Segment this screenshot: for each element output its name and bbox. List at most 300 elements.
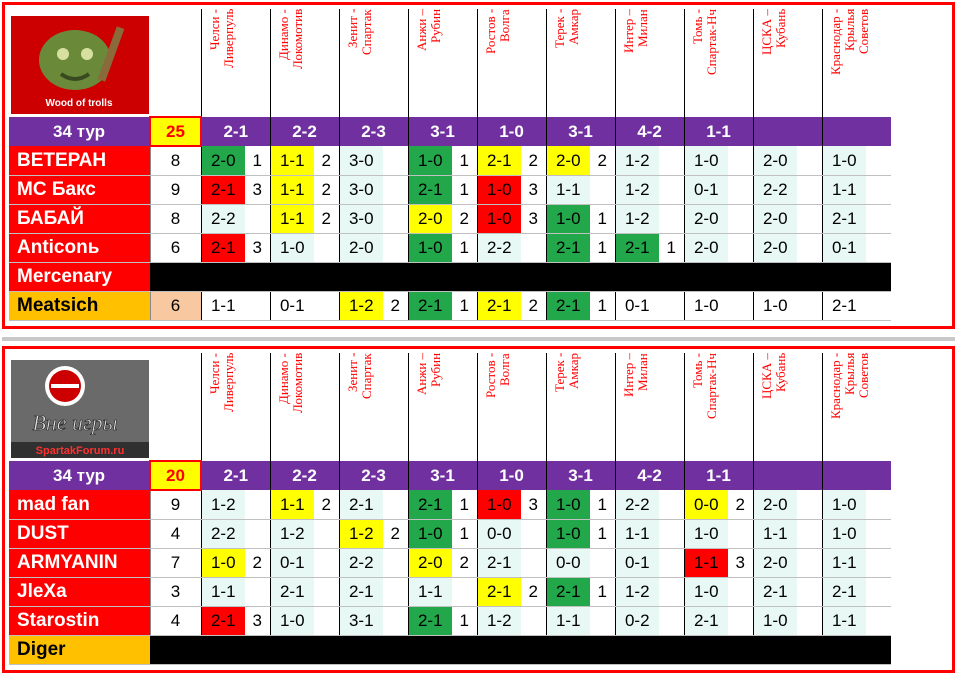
prediction-score: 1-2	[339, 520, 383, 549]
empty-row	[150, 263, 891, 292]
prediction-score: 1-1	[822, 176, 866, 205]
prediction-score: 2-1	[201, 234, 245, 263]
tour-total: 20	[150, 461, 201, 490]
prediction-score: 1-0	[477, 205, 521, 234]
player-row	[9, 520, 891, 549]
prediction-points	[866, 520, 891, 549]
match-result: 1-0	[477, 117, 546, 146]
player-name: Meatsich	[9, 292, 150, 321]
prediction-score: 2-1	[753, 578, 797, 607]
prediction-score: 1-0	[684, 292, 728, 321]
player-name: Starostin	[9, 607, 150, 636]
prediction-score: 2-1	[615, 234, 659, 263]
prediction-score: 2-0	[339, 234, 383, 263]
match-name: Томь - Спартак-Нч	[689, 9, 719, 75]
prediction-score: 2-1	[546, 578, 590, 607]
prediction-points: 2	[728, 490, 753, 520]
prediction-score: 1-0	[201, 549, 245, 578]
player-points: 6	[150, 292, 201, 321]
prediction-score: 1-0	[684, 578, 728, 607]
prediction-score: 1-1	[822, 607, 866, 636]
prediction-points	[797, 234, 822, 263]
prediction-score: 2-0	[753, 490, 797, 520]
prediction-score: 1-1	[615, 520, 659, 549]
player-points: 9	[150, 176, 201, 205]
match-result: 1-1	[684, 117, 753, 146]
match-name: Ростов - Волга	[482, 353, 512, 399]
prediction-score: 1-0	[546, 490, 590, 520]
match-header	[477, 353, 546, 461]
prediction-score: 1-1	[684, 549, 728, 578]
match-header	[822, 353, 891, 461]
prediction-score: 2-2	[201, 520, 245, 549]
tour-label: 34 тур	[9, 117, 150, 146]
prediction-points: 1	[452, 234, 477, 263]
prediction-points	[659, 578, 684, 607]
prediction-score: 2-1	[408, 292, 452, 321]
player-row	[9, 490, 891, 520]
player-name: ВЕТЕРАН	[9, 146, 150, 176]
prediction-points: 1	[590, 490, 615, 520]
prediction-points	[521, 549, 546, 578]
prediction-score: 1-1	[546, 607, 590, 636]
prediction-score: 2-1	[477, 578, 521, 607]
prediction-points: 1	[452, 292, 477, 321]
match-name: Зенит - Спартак	[344, 9, 374, 55]
prediction-score: 2-1	[477, 549, 521, 578]
prediction-points	[314, 234, 339, 263]
prediction-points: 2	[314, 176, 339, 205]
match-result	[753, 461, 822, 490]
prediction-points	[590, 176, 615, 205]
prediction-points	[866, 607, 891, 636]
player-name: Anticonь	[9, 234, 150, 263]
match-result: 2-1	[201, 461, 270, 490]
logo-text: Вне игры	[32, 409, 118, 435]
prediction-score: 1-0	[822, 520, 866, 549]
player-row	[9, 636, 891, 665]
prediction-score: 2-1	[339, 578, 383, 607]
prediction-score: 2-0	[753, 549, 797, 578]
match-result: 4-2	[615, 461, 684, 490]
prediction-score: 2-1	[201, 176, 245, 205]
match-result: 2-2	[270, 461, 339, 490]
match-header	[822, 9, 891, 117]
prediction-points	[728, 205, 753, 234]
prediction-score: 0-0	[477, 520, 521, 549]
match-header	[270, 353, 339, 461]
player-points: 6	[150, 234, 201, 263]
match-header	[615, 9, 684, 117]
prediction-points	[314, 607, 339, 636]
prediction-points	[383, 607, 408, 636]
prediction-score: 2-1	[822, 292, 866, 321]
prediction-score: 1-0	[408, 520, 452, 549]
prediction-points	[866, 176, 891, 205]
prediction-score: 3-0	[339, 205, 383, 234]
prediction-score: 1-2	[615, 146, 659, 176]
prediction-points	[728, 578, 753, 607]
prediction-score: 0-1	[615, 292, 659, 321]
prediction-score: 1-0	[477, 490, 521, 520]
match-name: Челси - Ливерпуль	[206, 353, 236, 413]
player-points: 8	[150, 205, 201, 234]
tour-row	[9, 461, 891, 490]
prediction-score: 1-2	[477, 607, 521, 636]
prediction-score: 1-0	[270, 607, 314, 636]
prediction-score: 1-2	[201, 490, 245, 520]
prediction-score: 1-1	[270, 146, 314, 176]
prediction-score: 0-1	[822, 234, 866, 263]
tour-total: 25	[150, 117, 201, 146]
player-name: Diger	[9, 636, 150, 665]
prediction-score: 2-1	[339, 490, 383, 520]
match-result: 3-1	[408, 117, 477, 146]
prediction-score: 1-1	[270, 490, 314, 520]
player-row	[9, 146, 891, 176]
prediction-score: 2-1	[408, 176, 452, 205]
match-result: 2-3	[339, 117, 408, 146]
prediction-score: 1-0	[684, 520, 728, 549]
prediction-points	[383, 549, 408, 578]
prediction-score: 2-1	[684, 607, 728, 636]
prediction-points	[866, 292, 891, 321]
prediction-score: 2-1	[270, 578, 314, 607]
player-row	[9, 607, 891, 636]
player-points: 3	[150, 578, 201, 607]
prediction-points	[797, 292, 822, 321]
prediction-score: 1-1	[408, 578, 452, 607]
prediction-points	[797, 490, 822, 520]
prediction-points	[728, 292, 753, 321]
match-header	[408, 9, 477, 117]
prediction-score: 1-2	[615, 205, 659, 234]
match-result: 3-1	[546, 461, 615, 490]
prediction-points: 2	[314, 146, 339, 176]
prediction-score: 3-1	[339, 607, 383, 636]
player-name: Mercenary	[9, 263, 150, 292]
prediction-score: 2-1	[546, 234, 590, 263]
player-points: 8	[150, 146, 201, 176]
match-name: Динамо - Локомотив	[275, 9, 305, 70]
prediction-score: 1-0	[822, 490, 866, 520]
player-name: ARMYANIN	[9, 549, 150, 578]
predictions-table	[9, 9, 891, 321]
prediction-points: 1	[245, 146, 270, 176]
prediction-points: 2	[452, 549, 477, 578]
prediction-points: 1	[452, 490, 477, 520]
prediction-points	[245, 520, 270, 549]
prediction-score: 1-2	[615, 578, 659, 607]
prediction-score: 2-1	[477, 146, 521, 176]
prediction-points: 2	[521, 146, 546, 176]
match-result: 1-0	[477, 461, 546, 490]
prediction-score: 1-0	[477, 176, 521, 205]
prediction-points: 3	[521, 176, 546, 205]
prediction-score: 1-1	[201, 578, 245, 607]
prediction-score: 2-1	[408, 607, 452, 636]
prediction-score: 2-1	[822, 578, 866, 607]
prediction-score: 0-1	[684, 176, 728, 205]
prediction-points	[659, 607, 684, 636]
prediction-points	[245, 205, 270, 234]
prediction-points	[590, 549, 615, 578]
prediction-points	[797, 607, 822, 636]
prediction-score: 1-2	[339, 292, 383, 321]
prediction-score: 1-2	[615, 176, 659, 205]
player-name: MC Бакс	[9, 176, 150, 205]
match-result: 1-1	[684, 461, 753, 490]
match-result: 3-1	[408, 461, 477, 490]
logo-text: Wood of trolls	[45, 97, 113, 109]
prediction-points: 3	[728, 549, 753, 578]
prediction-score: 2-0	[753, 234, 797, 263]
prediction-score: 1-0	[546, 205, 590, 234]
player-points: 9	[150, 490, 201, 520]
prediction-points	[383, 578, 408, 607]
prediction-points	[452, 578, 477, 607]
prediction-points	[659, 205, 684, 234]
prediction-score: 0-0	[546, 549, 590, 578]
match-name: Анжи – Рубин	[413, 353, 443, 396]
top-league-panel	[2, 2, 955, 329]
prediction-score: 1-0	[546, 520, 590, 549]
match-header	[477, 9, 546, 117]
prediction-points	[866, 146, 891, 176]
spartak-logo-icon	[11, 360, 149, 458]
prediction-score: 0-0	[684, 490, 728, 520]
match-header	[408, 353, 477, 461]
prediction-points	[383, 146, 408, 176]
match-name: Зенит - Спартак	[344, 353, 374, 399]
prediction-points	[866, 234, 891, 263]
prediction-points: 2	[521, 578, 546, 607]
prediction-score: 2-2	[615, 490, 659, 520]
match-name: Краснодар - Крылья Советов	[827, 353, 871, 420]
prediction-score: 2-1	[477, 292, 521, 321]
prediction-points: 1	[590, 520, 615, 549]
prediction-points	[797, 146, 822, 176]
match-name: ЦСКА – Кубань	[758, 9, 788, 55]
prediction-score: 0-2	[615, 607, 659, 636]
prediction-points	[314, 520, 339, 549]
player-row	[9, 578, 891, 607]
prediction-points: 1	[590, 292, 615, 321]
prediction-points	[590, 607, 615, 636]
prediction-score: 1-2	[270, 520, 314, 549]
prediction-points: 2	[521, 292, 546, 321]
match-result	[822, 117, 891, 146]
prediction-score: 0-1	[270, 549, 314, 578]
match-header	[615, 353, 684, 461]
prediction-score: 0-1	[270, 292, 314, 321]
prediction-points: 1	[590, 205, 615, 234]
match-header	[684, 353, 753, 461]
prediction-score: 2-1	[201, 607, 245, 636]
prediction-points	[245, 490, 270, 520]
match-name: Томь - Спартак-Нч	[689, 353, 719, 419]
match-header	[270, 9, 339, 117]
player-points: 7	[150, 549, 201, 578]
player-points: 4	[150, 607, 201, 636]
prediction-points	[314, 292, 339, 321]
match-name: Интер – Милан	[620, 353, 650, 398]
prediction-score: 1-0	[408, 234, 452, 263]
prediction-score: 3-0	[339, 146, 383, 176]
prediction-points	[245, 578, 270, 607]
logo-cell	[9, 9, 201, 117]
prediction-points	[866, 490, 891, 520]
match-result: 3-1	[546, 117, 615, 146]
prediction-points: 2	[590, 146, 615, 176]
prediction-points	[314, 549, 339, 578]
prediction-points	[383, 176, 408, 205]
predictions-table	[9, 353, 891, 665]
player-row	[9, 549, 891, 578]
prediction-score: 1-0	[408, 146, 452, 176]
prediction-points	[659, 146, 684, 176]
prediction-score: 2-0	[546, 146, 590, 176]
match-name: Интер – Милан	[620, 9, 650, 54]
prediction-points	[797, 176, 822, 205]
prediction-score: 2-0	[408, 205, 452, 234]
player-row	[9, 176, 891, 205]
match-name: ЦСКА – Кубань	[758, 353, 788, 399]
prediction-points	[659, 549, 684, 578]
match-header-row	[9, 9, 891, 117]
prediction-score: 2-0	[753, 146, 797, 176]
prediction-score: 2-0	[201, 146, 245, 176]
prediction-score: 1-0	[753, 607, 797, 636]
prediction-points	[866, 205, 891, 234]
match-name: Челси - Ливерпуль	[206, 9, 236, 69]
prediction-score: 1-0	[684, 146, 728, 176]
prediction-points: 1	[452, 176, 477, 205]
match-name: Краснодар - Крылья Советов	[827, 9, 871, 76]
match-name: Анжи – Рубин	[413, 9, 443, 52]
prediction-points: 2	[314, 205, 339, 234]
prediction-points: 3	[521, 205, 546, 234]
player-row	[9, 205, 891, 234]
prediction-points	[383, 234, 408, 263]
prediction-score: 1-0	[822, 146, 866, 176]
prediction-score: 2-0	[753, 205, 797, 234]
prediction-score: 1-1	[201, 292, 245, 321]
prediction-points	[659, 520, 684, 549]
prediction-points: 3	[245, 234, 270, 263]
match-name: Терек - Амкар	[551, 353, 581, 393]
prediction-points: 2	[383, 292, 408, 321]
prediction-score: 2-0	[684, 234, 728, 263]
prediction-score: 2-2	[339, 549, 383, 578]
prediction-score: 2-1	[822, 205, 866, 234]
match-result: 2-1	[201, 117, 270, 146]
prediction-score: 1-1	[270, 176, 314, 205]
player-name: JleXa	[9, 578, 150, 607]
prediction-score: 1-1	[822, 549, 866, 578]
prediction-points	[383, 205, 408, 234]
prediction-points: 1	[452, 607, 477, 636]
match-header	[546, 353, 615, 461]
player-row	[9, 234, 891, 263]
tour-label: 34 тур	[9, 461, 150, 490]
prediction-points	[659, 490, 684, 520]
prediction-score: 2-1	[408, 490, 452, 520]
player-points: 4	[150, 520, 201, 549]
prediction-points	[797, 578, 822, 607]
player-row	[9, 263, 891, 292]
prediction-points	[314, 578, 339, 607]
prediction-points	[659, 292, 684, 321]
prediction-points	[521, 607, 546, 636]
prediction-points	[866, 549, 891, 578]
match-header	[201, 353, 270, 461]
panel-separator	[2, 337, 955, 341]
prediction-score: 1-1	[753, 520, 797, 549]
prediction-points	[797, 549, 822, 578]
match-header	[546, 9, 615, 117]
match-header	[753, 9, 822, 117]
prediction-points	[728, 607, 753, 636]
match-header	[201, 9, 270, 117]
prediction-points: 2	[245, 549, 270, 578]
match-header	[339, 9, 408, 117]
match-header	[753, 353, 822, 461]
prediction-score: 1-0	[270, 234, 314, 263]
prediction-points: 1	[452, 520, 477, 549]
prediction-points	[797, 205, 822, 234]
prediction-points	[728, 520, 753, 549]
match-result: 2-2	[270, 117, 339, 146]
prediction-points: 2	[452, 205, 477, 234]
prediction-points: 3	[245, 607, 270, 636]
prediction-points: 2	[383, 520, 408, 549]
prediction-score: 2-2	[477, 234, 521, 263]
prediction-points	[383, 490, 408, 520]
prediction-score: 1-1	[546, 176, 590, 205]
prediction-score: 2-1	[546, 292, 590, 321]
prediction-points	[521, 234, 546, 263]
prediction-points	[521, 520, 546, 549]
prediction-score: 0-1	[615, 549, 659, 578]
bottom-league-panel	[2, 346, 955, 673]
player-name: DUST	[9, 520, 150, 549]
match-result	[753, 117, 822, 146]
prediction-points	[659, 176, 684, 205]
tour-row	[9, 117, 891, 146]
prediction-score: 2-0	[408, 549, 452, 578]
prediction-score: 2-2	[753, 176, 797, 205]
prediction-points	[245, 292, 270, 321]
prediction-points	[728, 176, 753, 205]
logo-cell	[9, 353, 201, 461]
match-name: Ростов - Волга	[482, 9, 512, 55]
prediction-score: 2-0	[684, 205, 728, 234]
prediction-points	[866, 578, 891, 607]
player-row	[9, 292, 891, 321]
match-header-row	[9, 353, 891, 461]
prediction-points: 1	[590, 234, 615, 263]
match-result: 2-3	[339, 461, 408, 490]
troll-logo-icon	[11, 16, 149, 114]
logo-sub-text: SpartakForum.ru	[35, 444, 125, 457]
prediction-points: 3	[521, 490, 546, 520]
match-name: Динамо - Локомотив	[275, 353, 305, 414]
prediction-points	[797, 520, 822, 549]
match-header	[684, 9, 753, 117]
match-result: 4-2	[615, 117, 684, 146]
prediction-score: 3-0	[339, 176, 383, 205]
